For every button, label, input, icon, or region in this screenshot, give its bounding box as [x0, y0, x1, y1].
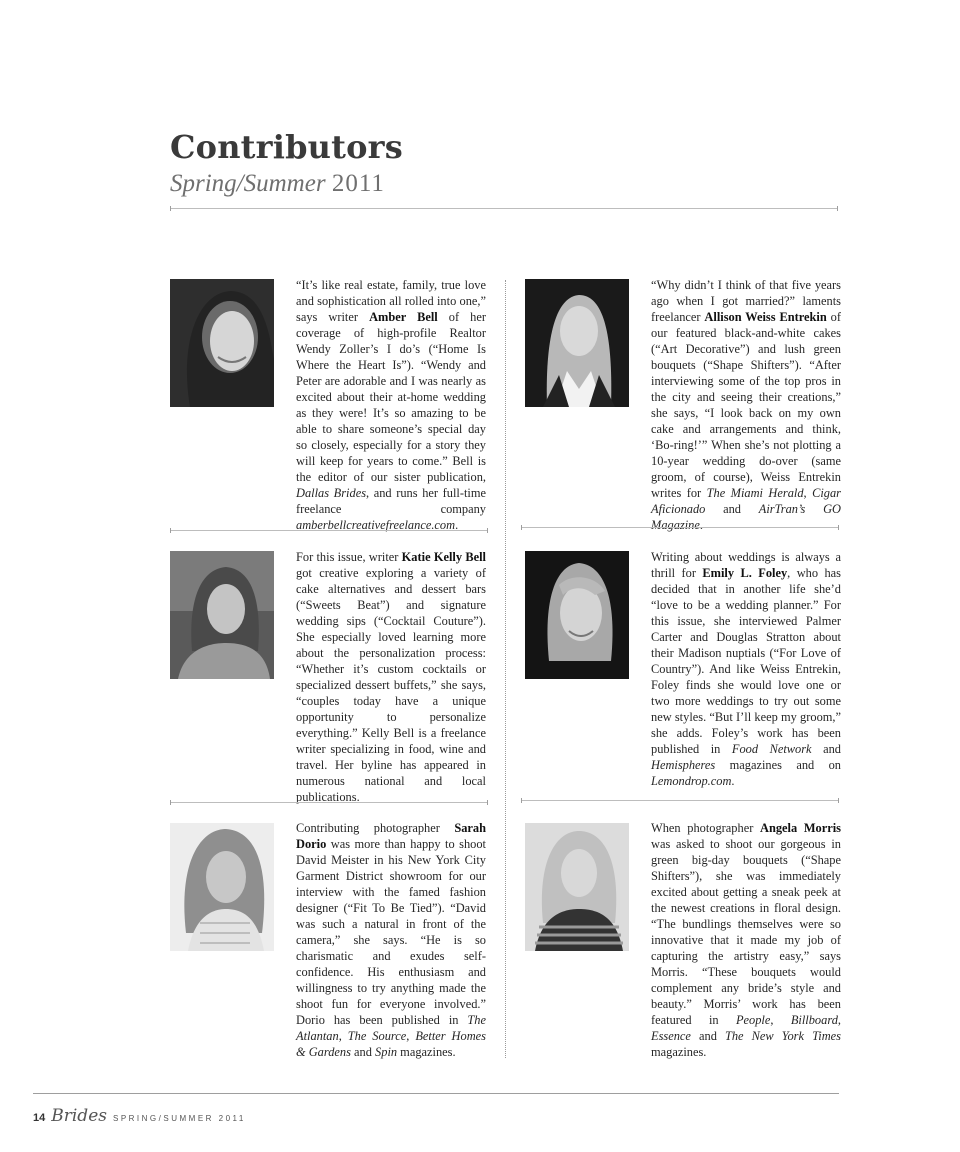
bio-text: got creative exploring a variety of cake alternatives and dessert bars (“Sweets Beat”) and signature wedding sips (“Cocktail Couture”). She especially loved learning more about the personalization process: “Whether it’s custom cocktails or specialized dessert buffets,” she says, “couples today have a unique opportunity to personalize everything.” Kelly Bell is a freelance writer specializing in food, wine and travel. Her byline has appeared in numerous national and local publications.	[296, 566, 486, 804]
publication-title: Billboard	[790, 1013, 838, 1027]
publication-title: The New York Times	[724, 1029, 841, 1043]
page-subtitle	[170, 170, 385, 198]
publication-title: People	[735, 1013, 771, 1027]
bio-text: and	[690, 1029, 725, 1043]
bio-text: and	[705, 502, 759, 516]
bio-text: , who has decided that in another life she’d “love to be a wedding planner.” For this issue, she interviewed Palmer Carter and Douglas Stratton about their Madison nuptials (“For Love of Country”). And like Weiss Entrekin, Foley finds she would love one or two more weddings to try out some new styles. “But I’ll keep my groom,” she adds. Foley’s work has been published in	[651, 566, 841, 756]
section-divider	[170, 530, 488, 531]
portrait-photo-icon	[525, 823, 629, 951]
contributor-photo	[525, 551, 629, 679]
contributor-name: Emily L. Foley	[702, 566, 788, 580]
contributor-photo	[170, 823, 274, 951]
publication-title: Food Network	[731, 742, 812, 756]
bio-text: Contributing photographer	[296, 821, 455, 835]
contributor-bio	[296, 277, 486, 533]
bio-text: .	[455, 518, 459, 532]
bio-text: was more than happy to shoot David Meister in his New York City Garment District showroom for our interview with the famed fashion designer (“Fit To Be Tied”). “David was such a natural in front of the camera,” she says. “He is so charismatic and exudes self-confidence. His enthusiasm and willingness to try anything made the shoot fun for everyone involved.” Dorio has been published in	[296, 837, 486, 1027]
page-title: Contributors	[170, 128, 403, 166]
portrait-photo-icon	[525, 551, 629, 679]
contributor-name: Allison Weiss Entrekin	[704, 310, 827, 324]
section-divider	[521, 527, 839, 528]
publication-title: Cigar Aficionado	[651, 486, 841, 516]
contributor-name: Katie Kelly Bell	[401, 550, 486, 564]
publication-title: Hemispheres	[651, 758, 716, 772]
bio-text: was asked to shoot our gorgeous in green big-day bouquets (“Shape Shifters”), she was immediately excited about getting a sneak peek at the newest creations in floral design. “The bundlings themselves were so innovative that it made my job of capturing the artistry easy,” says Morris. “These bouquets would complement any bride’s style and beauty.” Morris’ work has been featured in	[651, 837, 841, 1027]
publication-title: Lemondrop.com	[651, 774, 732, 788]
publication-title: AirTran’s GO Magazine	[651, 502, 841, 532]
bio-text: When photographer	[651, 821, 760, 835]
publication-title: The Source	[347, 1029, 407, 1043]
bio-text: magazines.	[397, 1045, 456, 1059]
publication-title: Better Homes & Gardens	[296, 1029, 486, 1059]
footer-divider	[33, 1093, 839, 1094]
header-divider	[170, 208, 838, 209]
bio-text: of our featured black-and-white cakes (“Art Decorative”) and lush green bouquets (“Shape Shifters”). “After interviewing some of the top pros in the city and seeing their creations,” she says, “I look back on my own cake and arrangements and think, ‘Bo-ring!’” When she’s not plotting a 10-year wedding do-over (same groom, of course), Weiss Entrekin writes for	[651, 310, 841, 500]
bio-text: ,	[770, 1013, 791, 1027]
page-footer	[33, 1106, 246, 1126]
bio-text: For this issue, writer	[296, 550, 402, 564]
publication-title: amberbellcreativefreelance.com	[296, 518, 456, 532]
bio-text: Writing about weddings is always a thrill for	[651, 550, 841, 580]
bio-text: .	[699, 518, 703, 532]
brides-logo: Brides	[51, 1106, 107, 1126]
contributor-name: Sarah Dorio	[296, 821, 486, 851]
publication-title: The Atlantan	[296, 1013, 486, 1043]
bio-text: and	[350, 1045, 376, 1059]
bio-text: magazines.	[651, 1045, 707, 1059]
publication-title: Dallas Brides	[296, 486, 367, 500]
bio-text: ,	[406, 1029, 416, 1043]
column-divider	[505, 280, 506, 1058]
contributor-name: Angela Morris	[760, 821, 841, 835]
contributor-photo	[525, 823, 629, 951]
portrait-photo-icon	[525, 279, 629, 407]
contributor-bio	[296, 820, 486, 1060]
bio-text: of her coverage of high-profile Realtor Wendy Zoller’s I do’s (“Home Is Where the Heart Is”). “Wendy and Peter are adorable and I was nearly as excited about their at-home wedding as they were! It’s so amazing to be able to share someone’s special day so closely, especially for a story they will keep for years to come.” Bell is the editor of our sister publication,	[296, 310, 486, 484]
bio-text: “It’s like real estate, family, true love and sophistication all rolled into one,” says writer	[296, 278, 486, 324]
contributor-name: Amber Bell	[369, 310, 438, 324]
issue-label: SPRING/SUMMER 2011	[112, 1114, 246, 1123]
page-number: 14	[33, 1112, 46, 1124]
contributor-photo	[170, 551, 274, 679]
bio-text: “Why didn’t I think of that five years ago when I got married?” laments freelancer	[651, 278, 841, 324]
contributor-bio	[651, 549, 841, 789]
bio-text: ,	[837, 1013, 841, 1027]
subtitle-season: Spring/Summer	[170, 170, 326, 197]
contributor-photo	[525, 279, 629, 407]
publication-title: The Miami Herald	[706, 486, 804, 500]
bio-text: magazines and on	[715, 758, 841, 772]
bio-text: .	[731, 774, 735, 788]
bio-text: and	[811, 742, 841, 756]
bio-text: , and runs her full-time freelance company	[296, 486, 486, 516]
publication-title: Spin	[375, 1045, 398, 1059]
section-divider	[521, 800, 839, 801]
portrait-photo-icon	[170, 823, 274, 951]
publication-title: Essence	[651, 1029, 691, 1043]
section-divider	[170, 802, 488, 803]
bio-text: ,	[338, 1029, 348, 1043]
bio-text: ,	[803, 486, 813, 500]
contributor-bio	[296, 549, 486, 805]
contributor-bio	[651, 820, 841, 1060]
contributor-bio	[651, 277, 841, 533]
subtitle-year: 2011	[331, 170, 385, 197]
contributor-photo	[170, 279, 274, 407]
portrait-photo-icon	[170, 551, 274, 679]
portrait-photo-icon	[170, 279, 274, 407]
